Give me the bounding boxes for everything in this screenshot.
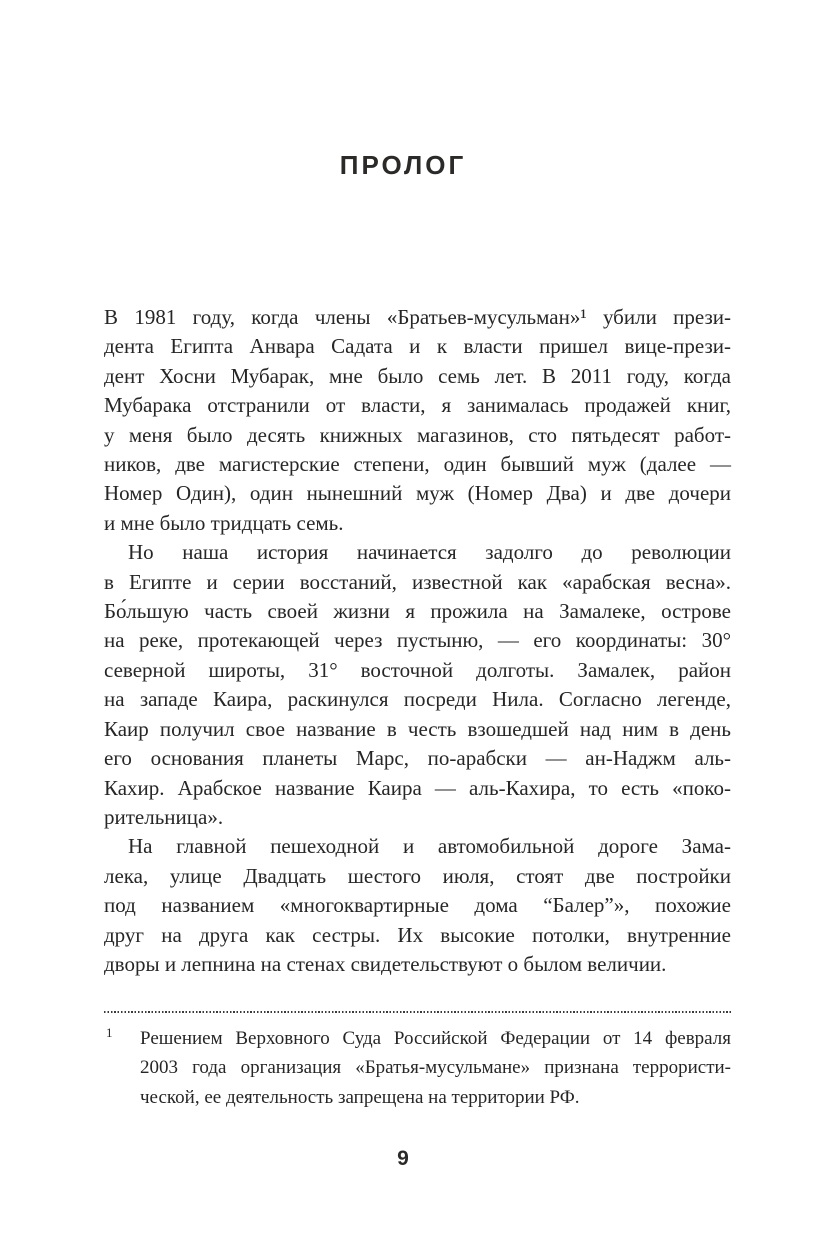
text-line: Мубарака отстранили от власти, я занималась продажей книг, xyxy=(104,393,731,418)
page-number: 9 xyxy=(397,1147,409,1170)
text-line: и мне было тридцать семь. xyxy=(104,510,344,535)
text-line: у меня было десять книжных магазинов, сто пятьдесят работ- xyxy=(104,422,731,447)
text-line: лека, улице Двадцать шестого июля, стоят две постройки xyxy=(104,863,731,888)
text-line: друг на друга как сестры. Их высокие потолки, внутренние xyxy=(104,922,731,947)
text-line: Бо́льшую часть своей жизни я прожила на Замалеке, острове xyxy=(104,599,731,624)
text-line: под названием «многоквартирные дома “Балер”», похожие xyxy=(104,893,731,918)
text-line: 2003 года организация «Братья-мусульмане» признана террористи- xyxy=(140,1057,731,1079)
text-line: дент Хосни Мубарак, мне было семь лет. В 2011 году, когда xyxy=(104,363,731,388)
text-line: Каир получил свое название в честь взошедшей над ним в день xyxy=(104,716,731,741)
footnote-marker: 1 xyxy=(106,1025,113,1040)
body-text xyxy=(104,303,731,979)
text-line: дента Египта Анвара Садата и к власти пришел вице-прези- xyxy=(104,334,731,359)
text-line: Номер Один), один нынешний муж (Номер Два) и две дочери xyxy=(104,481,731,506)
footnote-text xyxy=(140,1024,731,1112)
text-line: на западе Каира, раскинулся посреди Нила. Согласно легенде, xyxy=(104,687,731,712)
text-line: северной широты, 31° восточной долготы. Замалек, район xyxy=(104,657,731,682)
text-line: дворы и лепнина на стенах свидетельствуют о былом величии. xyxy=(104,951,667,976)
text-line: на реке, протекающей через пустыню, — его координаты: 30° xyxy=(104,628,731,653)
text-line: ников, две магистерские степени, один бывший муж (далее — xyxy=(104,452,731,477)
text-line: рительница». xyxy=(104,804,224,829)
text-line: На главной пешеходной и автомобильной дороге Зама- xyxy=(128,834,731,859)
text-line: в Египте и серии восстаний, известной как «арабская весна». xyxy=(104,569,731,594)
footnote-separator xyxy=(104,1011,731,1013)
text-line: его основания планеты Марс, по-арабски — ан-Наджм аль- xyxy=(104,746,731,771)
text-line: Решением Верховного Суда Российской Федерации от 14 февраля xyxy=(140,1028,731,1049)
text-line: Кахир. Арабское название Каира — аль-Кахира, то есть «поко- xyxy=(104,775,731,800)
text-line: Но наша история начинается задолго до революции xyxy=(128,540,731,565)
chapter-title: ПРОЛОГ xyxy=(339,150,467,180)
text-line: ческой, ее деятельность запрещена на территории РФ. xyxy=(140,1086,580,1108)
text-line: В 1981 году, когда члены «Братьев-мусульман»¹ убили прези- xyxy=(104,305,731,329)
